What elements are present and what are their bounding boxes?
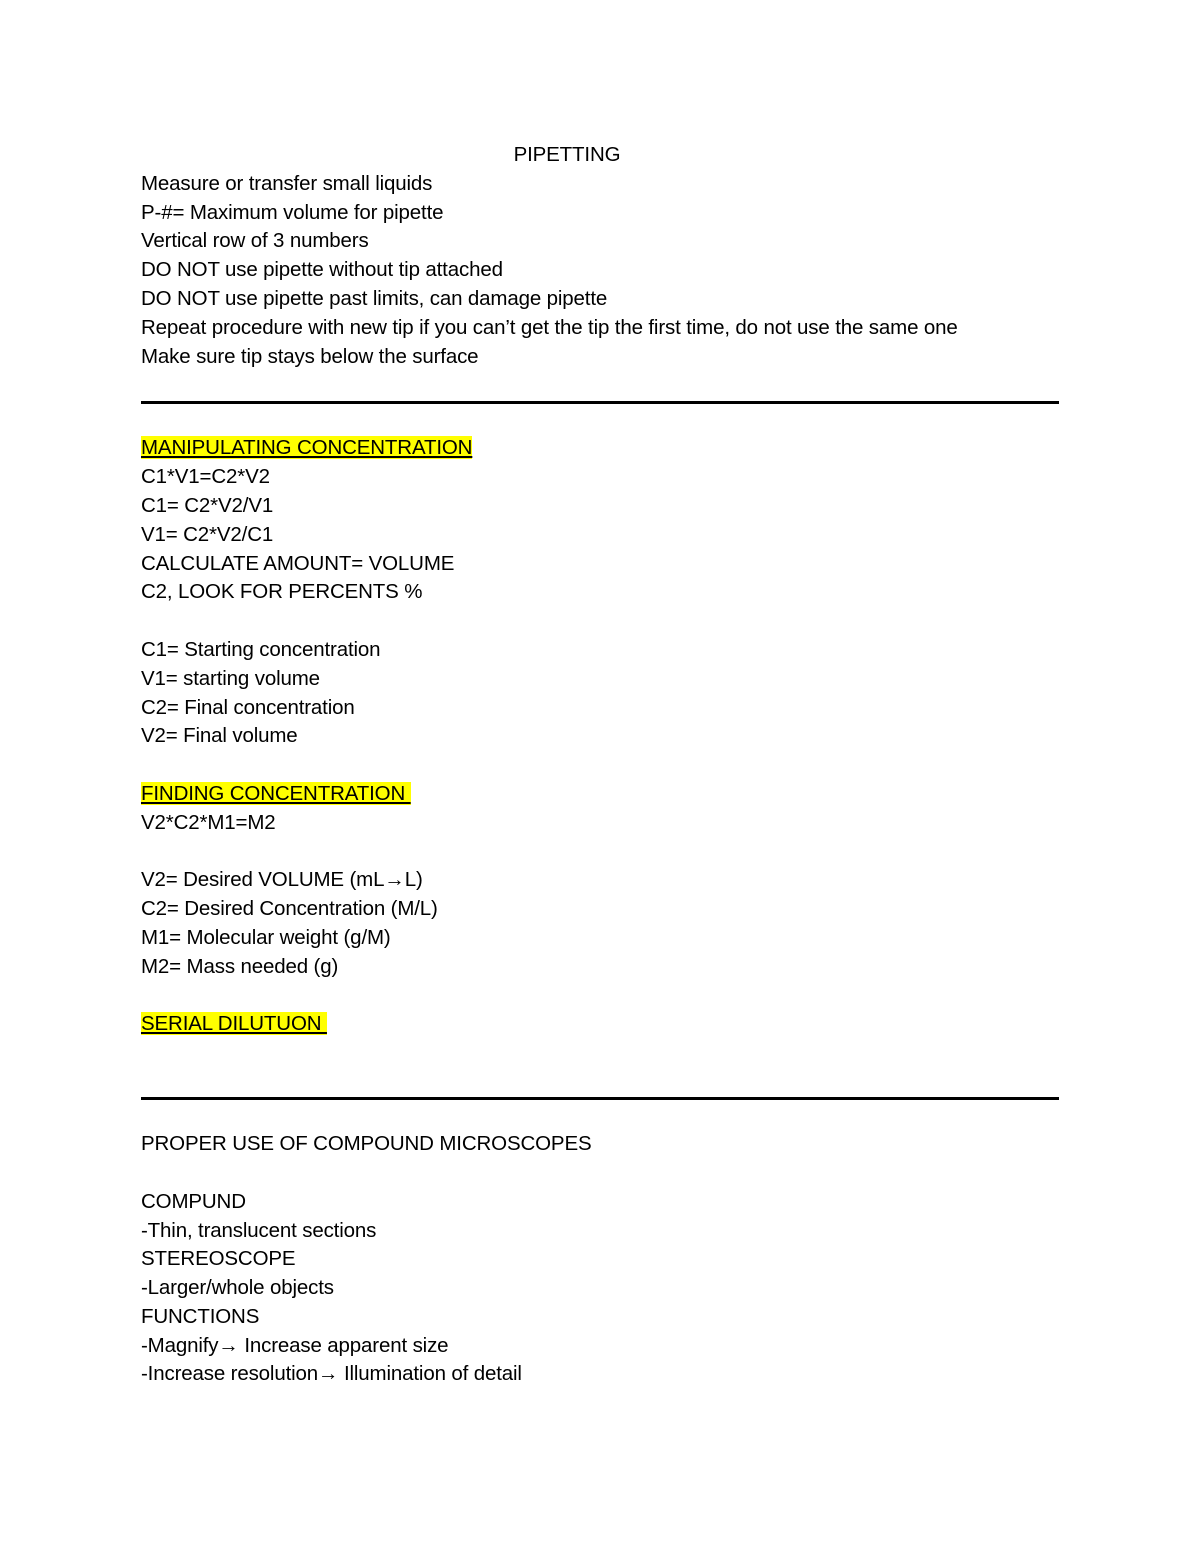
definition-line: M2= Mass needed (g) (141, 954, 339, 978)
pipetting-line: DO NOT use pipette without tip attached (141, 258, 503, 282)
compound-label: COMPUND (141, 1189, 246, 1213)
formula-line: C1= C2*V2/V1 (141, 493, 274, 517)
formula-line: C1*V1=C2*V2 (141, 465, 270, 489)
formula-line: V1= C2*V2/C1 (141, 522, 274, 546)
stereo-label: STEREOSCOPE (141, 1247, 296, 1271)
blank-line (141, 838, 1059, 867)
serial-heading: SERIAL DILUTUON (141, 1012, 327, 1036)
blank-line (141, 751, 1059, 780)
blank-line (141, 607, 1059, 636)
formula-line: V2*C2*M1=M2 (141, 810, 276, 834)
arrow-right-icon: → (384, 868, 405, 892)
compound-desc: -Thin, translucent sections (141, 1218, 377, 1242)
blank-line (141, 982, 1059, 1011)
function-resolution: -Increase resolution→ Illumination of detail (141, 1362, 522, 1386)
definition-line: V2= Desired VOLUME (mL→L) (141, 868, 423, 892)
definition-line: V2= Final volume (141, 724, 298, 748)
formula-line: CALCULATE AMOUNT= VOLUME (141, 551, 455, 575)
definition-line: M1= Molecular weight (g/M) (141, 925, 391, 949)
pipetting-line: DO NOT use pipette past limits, can damage pipette (141, 286, 608, 310)
arrow-right-icon: → (218, 1333, 239, 1357)
arrow-right-icon: → (318, 1362, 339, 1386)
definition-line: C1= Starting concentration (141, 637, 381, 661)
blank-line (141, 1159, 1059, 1188)
definition-line: V1= starting volume (141, 666, 320, 690)
pipetting-line: Make sure tip stays below the surface (141, 344, 479, 368)
stereo-desc: -Larger/whole objects (141, 1276, 334, 1300)
formula-line: C2, LOOK FOR PERCENTS % (141, 580, 423, 604)
pipetting-line: Measure or transfer small liquids (141, 171, 433, 195)
pipetting-title: PIPETTING (513, 143, 621, 166)
definition-line: C2= Desired Concentration (M/L) (141, 897, 438, 921)
functions-label: FUNCTIONS (141, 1304, 260, 1328)
manipulating-heading: MANIPULATING CONCENTRATION (141, 436, 473, 460)
function-magnify: -Magnify→ Increase apparent size (141, 1333, 449, 1357)
pipetting-line: Vertical row of 3 numbers (141, 229, 369, 253)
microscopes-title: PROPER USE OF COMPOUND MICROSCOPES (141, 1132, 592, 1156)
document-page (141, 141, 1059, 1389)
finding-heading: FINDING CONCENTRATION (141, 781, 411, 805)
definition-line: C2= Final concentration (141, 695, 355, 719)
pipetting-line: Repeat procedure with new tip if you can’t get the tip the first time, do not use the same one (141, 315, 958, 339)
pipetting-line: P-#= Maximum volume for pipette (141, 200, 444, 224)
